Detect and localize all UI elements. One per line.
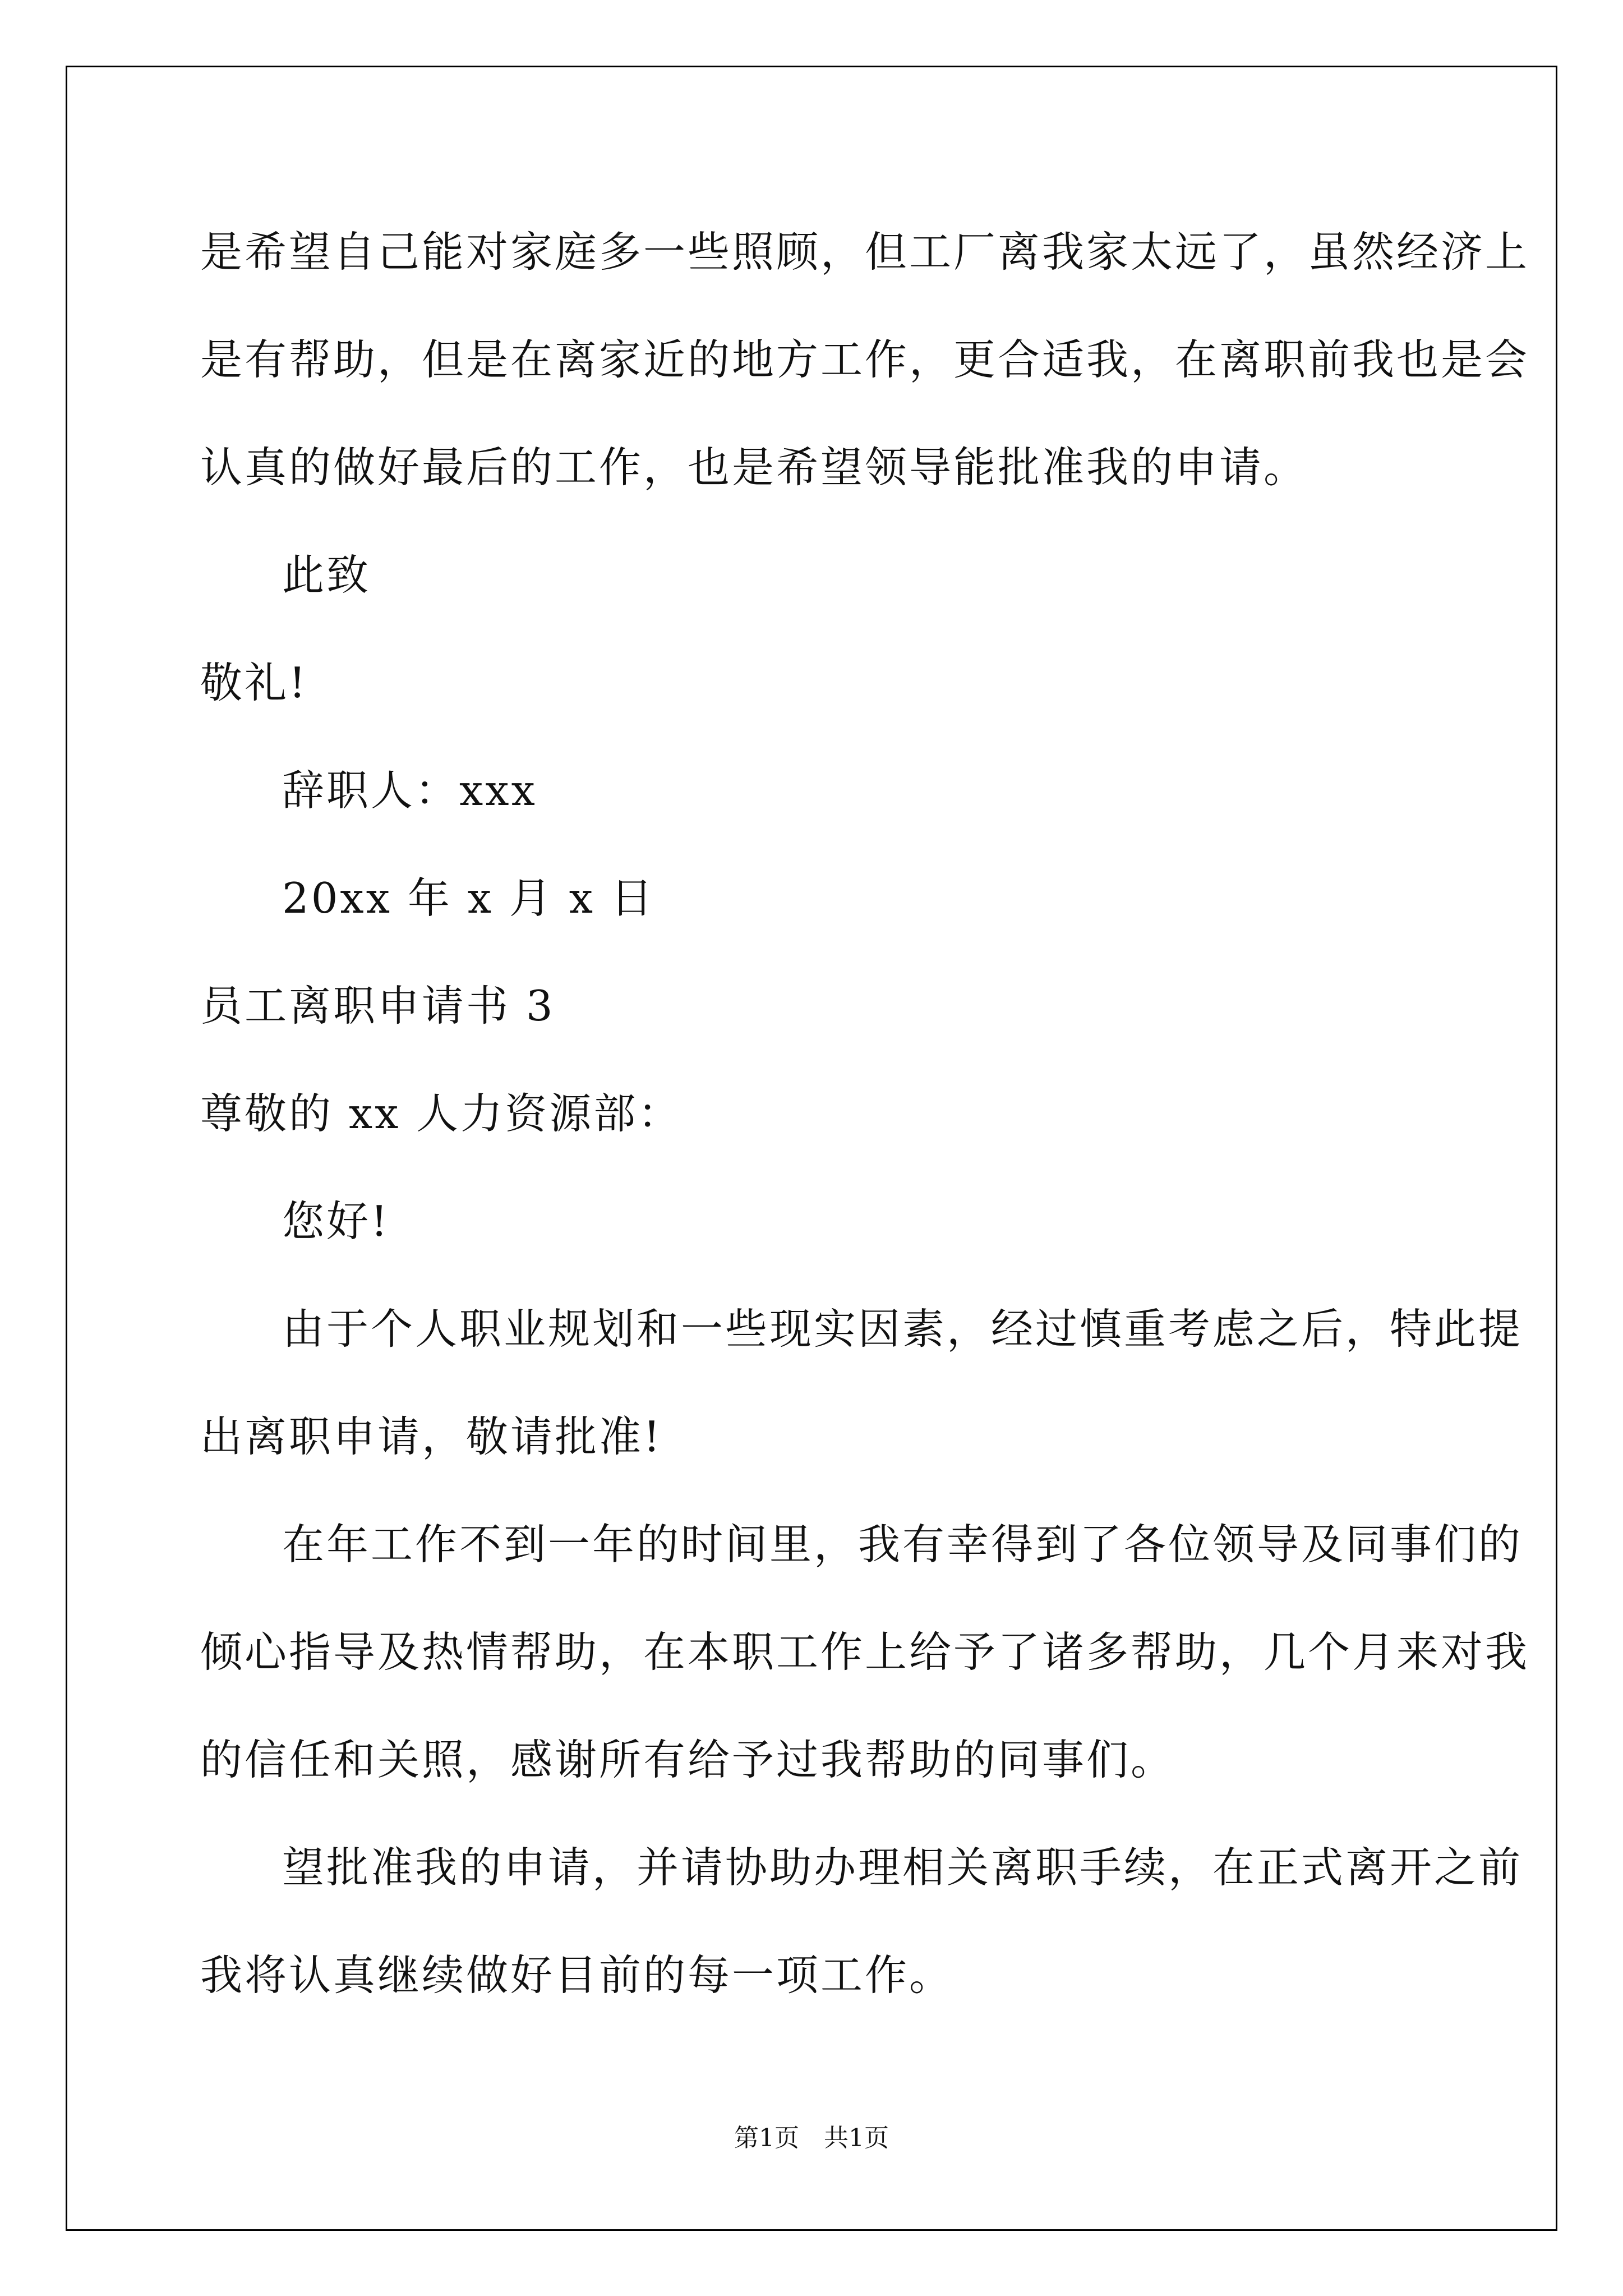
section-title: 员工离职申请书 3 (200, 981, 555, 1030)
paragraph-line: 的信任和关照，感谢所有给予过我帮助的同事们。 (200, 1735, 1175, 1784)
paragraph-line: 我将认真继续做好目前的每一项工作。 (200, 1950, 954, 2000)
signature-line: 辞职人：xxx (282, 766, 537, 815)
greeting-line: 您好! (282, 1197, 390, 1246)
paragraph-line: 由于个人职业规划和一些现实因素，经过慎重考虑之后，特此提 (282, 1304, 1523, 1354)
closing-regards: 敬礼! (200, 658, 308, 707)
paragraph-line: 在年工作不到一年的时间里，我有幸得到了各位领导及同事们的 (282, 1520, 1523, 1569)
paragraph-line: 望批准我的申请，并请协助办理相关离职手续，在正式离开之前 (282, 1843, 1523, 1892)
recipient-line: 尊敬的 xx 人力资源部： (200, 1089, 683, 1138)
paragraph-line: 是有帮助，但是在离家近的地方工作，更合适我，在离职前我也是会 (200, 335, 1530, 384)
page-border (66, 66, 1557, 2231)
closing-salutation: 此致 (282, 550, 371, 600)
page-footer: 第1页 共1页 (734, 2124, 889, 2152)
paragraph-line: 倾心指导及热情帮助，在本职工作上给予了诸多帮助，几个月来对我 (200, 1627, 1530, 1677)
paragraph-line: 出离职申请，敬请批准! (200, 1412, 663, 1461)
paragraph-line: 是希望自己能对家庭多一些照顾，但工厂离我家太远了，虽然经济上 (200, 227, 1530, 277)
date-line: 20xx 年 x 月 x 日 (282, 873, 655, 923)
paragraph-line: 认真的做好最后的工作，也是希望领导能批准我的申请。 (200, 443, 1308, 492)
